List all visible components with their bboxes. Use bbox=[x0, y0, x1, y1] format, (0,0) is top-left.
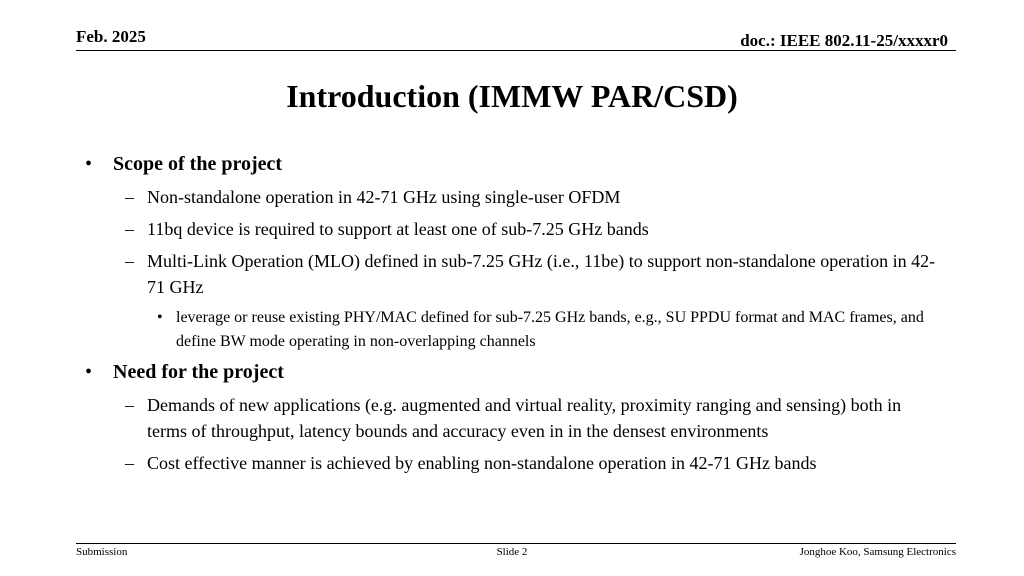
footer-slide-number: Slide 2 bbox=[496, 546, 528, 558]
sub-list-item-text: leverage or reuse existing PHY/MAC defined for sub-7.25 GHz bands, e.g., SU PPDU format and MAC frames, and define BW mode operating in non-overlapping channels bbox=[176, 309, 924, 350]
bullet-icon: • bbox=[85, 153, 93, 175]
section-heading-text: Scope of the project bbox=[113, 153, 283, 175]
dash-icon: – bbox=[125, 395, 134, 415]
list-item bbox=[125, 248, 945, 300]
dash-icon: – bbox=[125, 453, 134, 473]
list-item-text: Demands of new applications (e.g. augmented and virtual reality, proximity ranging and sensing) both in terms of throughput, latency bounds and accuracy even in in the densest environments bbox=[147, 395, 902, 441]
dash-icon: – bbox=[125, 187, 134, 207]
list-item bbox=[125, 450, 945, 476]
footer-divider bbox=[76, 543, 956, 544]
list-item bbox=[125, 216, 945, 242]
section-heading-text: Need for the project bbox=[113, 361, 284, 383]
list-item bbox=[125, 184, 945, 210]
bullet-icon: • bbox=[85, 361, 93, 383]
list-item-text: Cost effective manner is achieved by enabling non-standalone operation in 42-71 GHz bands bbox=[147, 453, 817, 473]
dash-icon: – bbox=[125, 251, 134, 271]
list-item-text: 11bq device is required to support at least one of sub-7.25 GHz bands bbox=[147, 219, 649, 239]
list-item-text: Non-standalone operation in 42-71 GHz using single-user OFDM bbox=[147, 187, 621, 207]
list-item bbox=[125, 392, 945, 444]
sub-list-item bbox=[157, 306, 947, 354]
header-divider bbox=[76, 50, 956, 51]
dash-icon: – bbox=[125, 219, 134, 239]
slide-title: Introduction (IMMW PAR/CSD) bbox=[286, 78, 738, 114]
list-item-text: Multi-Link Operation (MLO) defined in sub-7.25 GHz (i.e., 11be) to support non-standalone operation in 42-71 GHz bbox=[147, 251, 936, 297]
header-doc-id: doc.: IEEE 802.11-25/xxxxr0 bbox=[740, 31, 948, 50]
footer-author: Jonghoe Koo, Samsung Electronics bbox=[799, 546, 956, 558]
dot-icon: • bbox=[157, 309, 163, 326]
footer-submission: Submission bbox=[76, 546, 128, 558]
header-date: Feb. 2025 bbox=[76, 27, 146, 46]
